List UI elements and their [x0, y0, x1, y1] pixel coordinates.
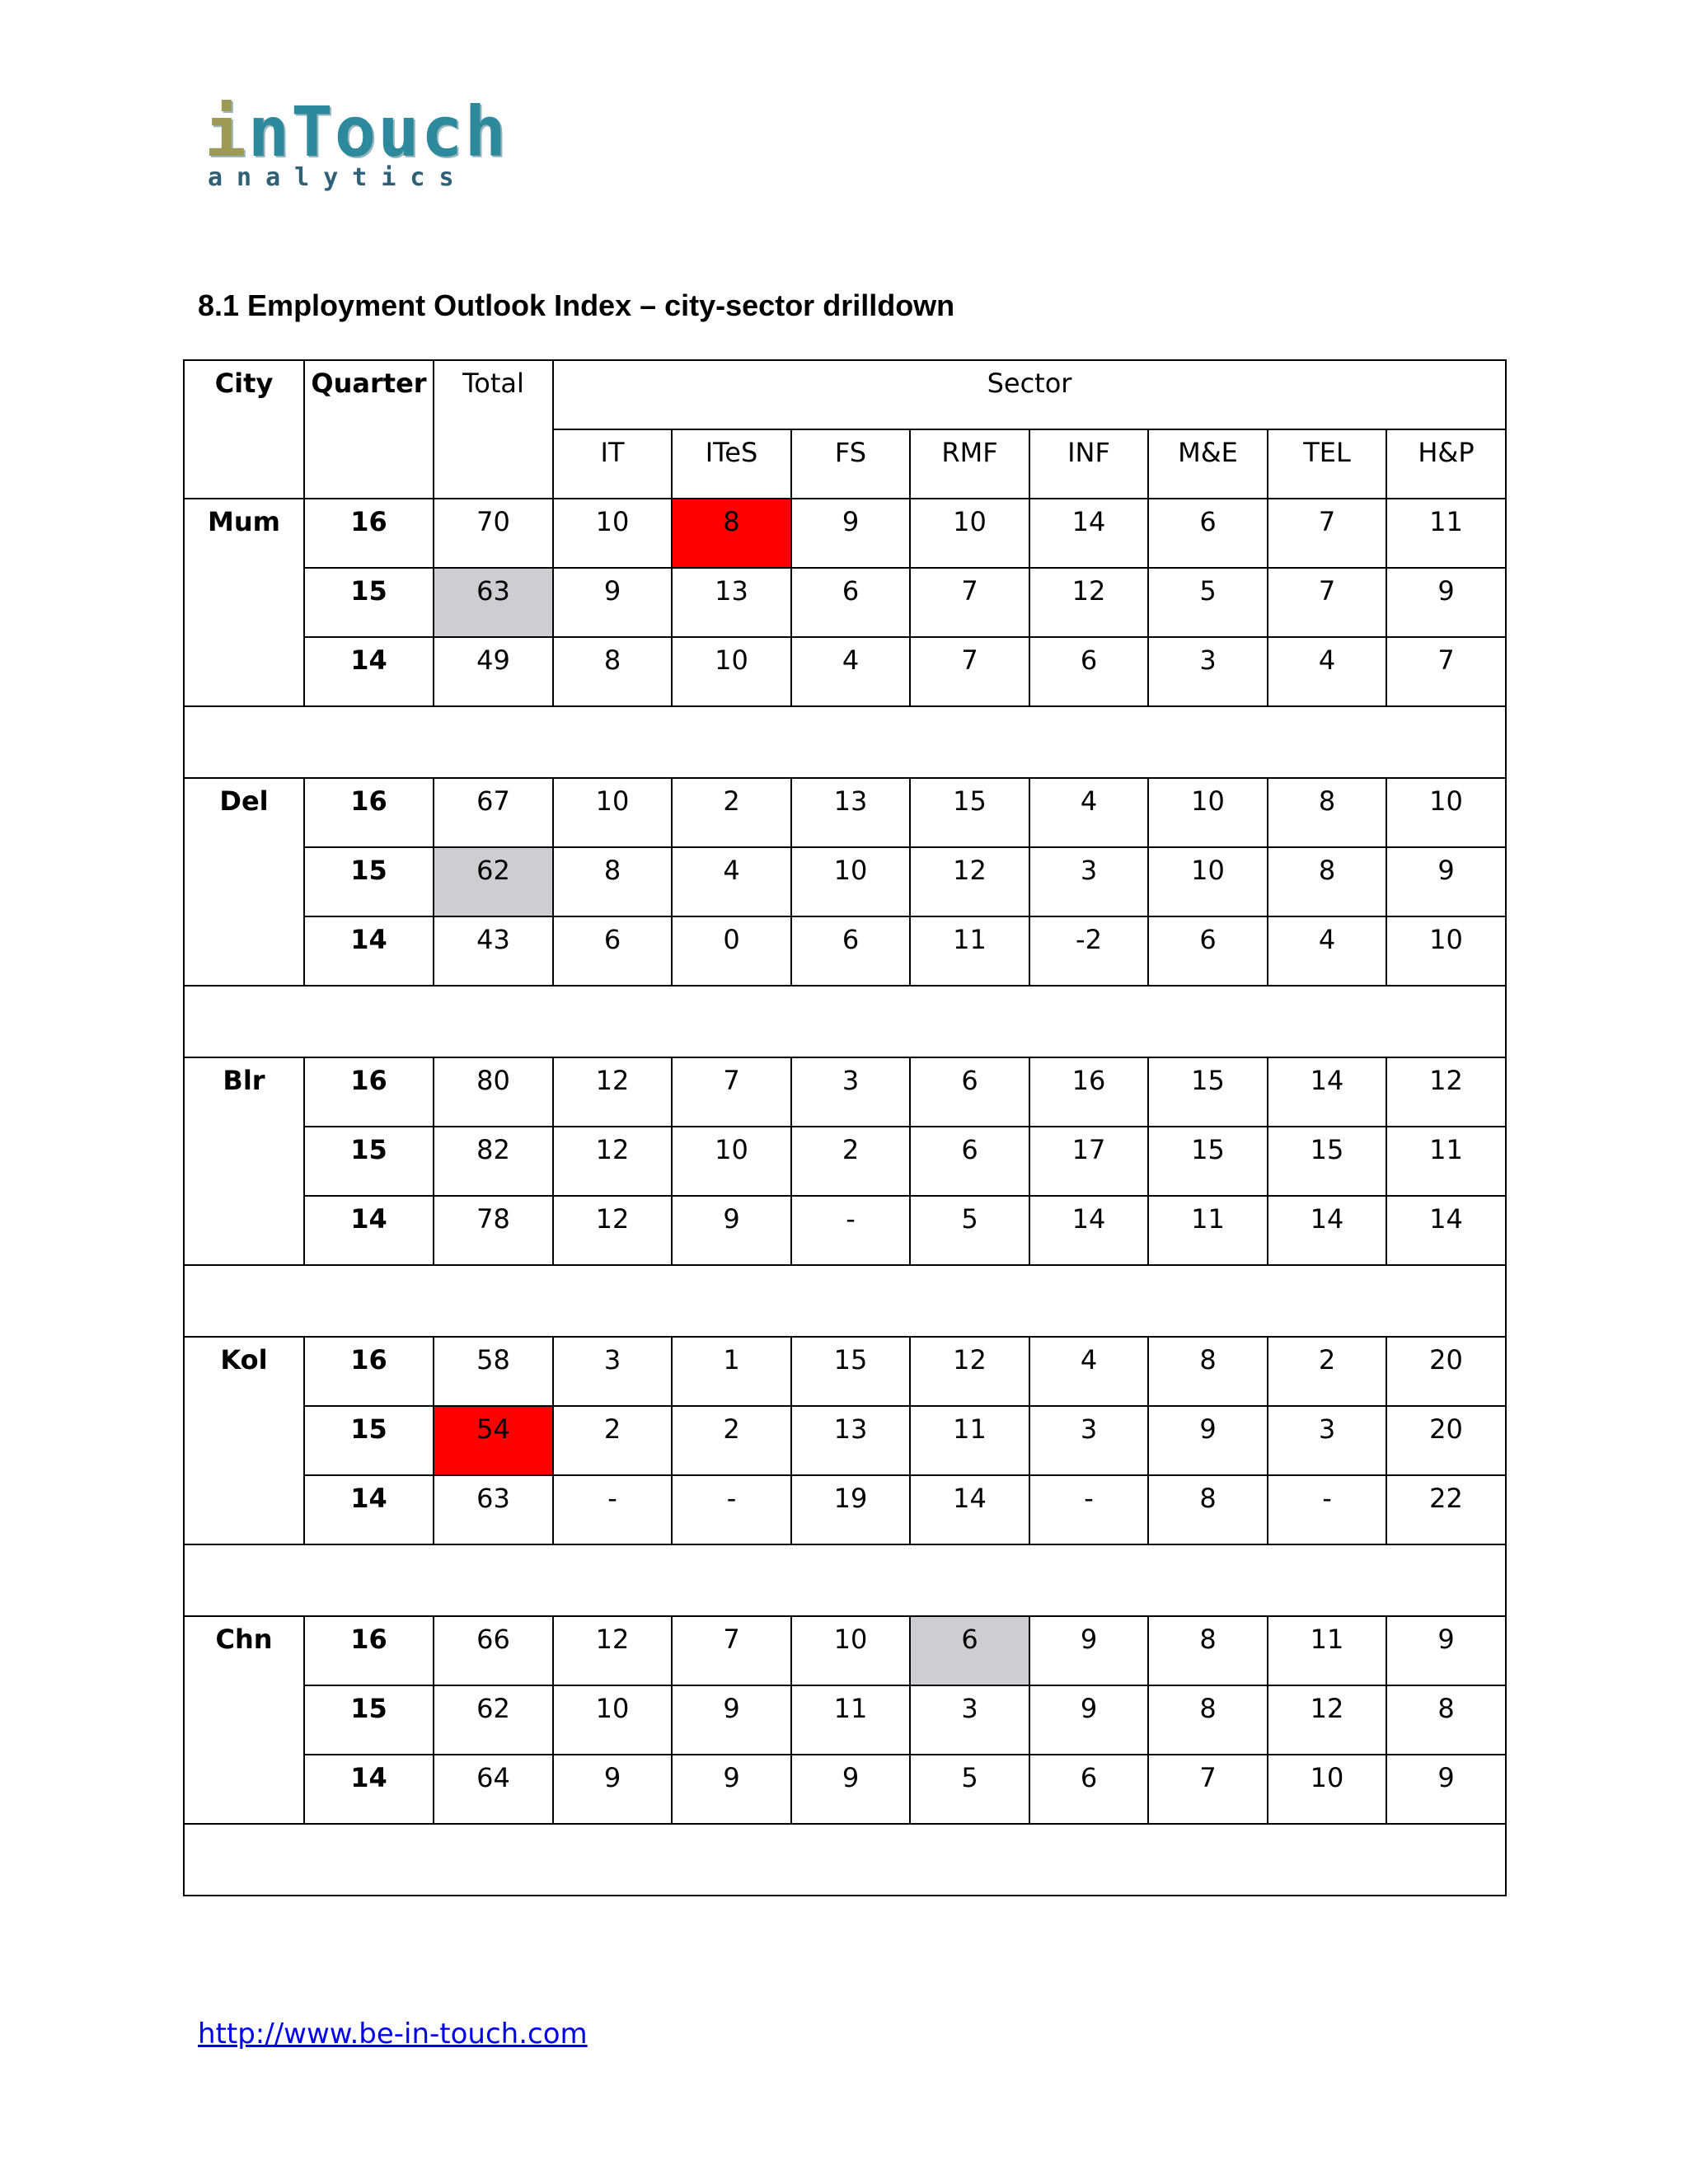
- footer-website-link[interactable]: http://www.be-in-touch.com: [198, 2018, 588, 2050]
- header-quarter: Quarter: [304, 360, 434, 499]
- sector-value-cell: 7: [1386, 637, 1506, 706]
- sector-value-cell: 10: [791, 847, 910, 916]
- sector-value-cell: 3: [1029, 847, 1148, 916]
- sector-value-cell: -: [1268, 1475, 1386, 1544]
- sector-value-cell: 9: [1386, 568, 1506, 637]
- sector-value-cell: -2: [1029, 916, 1148, 986]
- sector-value-cell: 9: [1029, 1685, 1148, 1755]
- employment-outlook-table: [183, 359, 1507, 1896]
- sector-value-cell: 6: [910, 1057, 1029, 1127]
- header-sector-inf: INF: [1029, 429, 1148, 499]
- quarter-cell: 15: [304, 568, 434, 637]
- sector-value-cell: 10: [1268, 1755, 1386, 1824]
- quarter-cell: 16: [304, 1337, 434, 1406]
- sector-value-cell: 12: [910, 847, 1029, 916]
- sector-value-cell: 10: [553, 499, 672, 568]
- sector-value-cell: 3: [553, 1337, 672, 1406]
- total-cell: 49: [434, 637, 553, 706]
- sector-value-cell: 10: [910, 499, 1029, 568]
- header-sector-ites: ITeS: [672, 429, 791, 499]
- sector-value-cell: 14: [1029, 1196, 1148, 1265]
- sector-value-cell: 14: [1386, 1196, 1506, 1265]
- quarter-cell: 16: [304, 1057, 434, 1127]
- sector-value-cell: 6: [791, 916, 910, 986]
- sector-value-cell: 3: [791, 1057, 910, 1127]
- total-cell: 67: [434, 778, 553, 847]
- header-sector-rmf: RMF: [910, 429, 1029, 499]
- sector-value-cell: 10: [1386, 916, 1506, 986]
- sector-value-cell: 15: [1148, 1127, 1268, 1196]
- intouch-analytics-logo: [204, 91, 509, 192]
- sector-value-cell: 11: [1386, 499, 1506, 568]
- total-cell: 63: [434, 568, 553, 637]
- logo-wordmark: [204, 91, 509, 172]
- page-title: 8.1 Employment Outlook Index – city-sector drilldown: [198, 288, 955, 322]
- sector-value-cell: 20: [1386, 1337, 1506, 1406]
- sector-value-cell: 9: [553, 1755, 672, 1824]
- total-cell: 66: [434, 1616, 553, 1685]
- sector-value-cell: 9: [791, 499, 910, 568]
- table-row: [184, 778, 1506, 847]
- sector-value-cell: 5: [910, 1196, 1029, 1265]
- sector-value-cell: 10: [553, 1685, 672, 1755]
- sector-value-cell: 8: [1268, 778, 1386, 847]
- sector-value-cell: 20: [1386, 1406, 1506, 1475]
- header-sector: Sector: [553, 360, 1506, 429]
- sector-value-cell: 12: [553, 1616, 672, 1685]
- spacer-cell: [184, 986, 1506, 1057]
- sector-value-cell: 16: [1029, 1057, 1148, 1127]
- spacer-cell: [184, 1265, 1506, 1337]
- sector-value-cell: 8: [1268, 847, 1386, 916]
- quarter-cell: 15: [304, 847, 434, 916]
- sector-value-cell: 12: [553, 1196, 672, 1265]
- table-row: [184, 1755, 1506, 1824]
- logo-subtitle: analytics: [208, 163, 468, 192]
- sector-value-cell: 2: [791, 1127, 910, 1196]
- table-row: [184, 1196, 1506, 1265]
- spacer-row: [184, 986, 1506, 1057]
- sector-value-cell: 4: [1268, 637, 1386, 706]
- sector-value-cell: 9: [672, 1755, 791, 1824]
- quarter-cell: 16: [304, 499, 434, 568]
- sector-value-cell: 9: [553, 568, 672, 637]
- quarter-cell: 15: [304, 1406, 434, 1475]
- sector-value-cell: 19: [791, 1475, 910, 1544]
- sector-value-cell: 22: [1386, 1475, 1506, 1544]
- sector-value-cell: 4: [1268, 916, 1386, 986]
- total-cell: 43: [434, 916, 553, 986]
- quarter-cell: 15: [304, 1127, 434, 1196]
- sector-value-cell: 9: [672, 1196, 791, 1265]
- sector-value-cell: 8: [1148, 1616, 1268, 1685]
- sector-value-cell: -: [672, 1475, 791, 1544]
- sector-value-cell: 9: [1029, 1616, 1148, 1685]
- sector-value-cell: 11: [1386, 1127, 1506, 1196]
- sector-value-cell: 6: [1029, 637, 1148, 706]
- sector-value-cell: 14: [1029, 499, 1148, 568]
- total-cell: 62: [434, 847, 553, 916]
- table-body: [184, 499, 1506, 1896]
- quarter-cell: 15: [304, 1685, 434, 1755]
- sector-value-cell: 12: [1268, 1685, 1386, 1755]
- sector-value-cell: 5: [910, 1755, 1029, 1824]
- quarter-cell: 14: [304, 1475, 434, 1544]
- sector-value-cell: 15: [1148, 1057, 1268, 1127]
- header-total: Total: [434, 360, 553, 499]
- table-row: [184, 1127, 1506, 1196]
- spacer-cell: [184, 706, 1506, 778]
- sector-value-cell: 9: [1386, 1755, 1506, 1824]
- sector-value-cell: -: [553, 1475, 672, 1544]
- table-row: [184, 1337, 1506, 1406]
- sector-value-cell: -: [791, 1196, 910, 1265]
- sector-value-cell: 6: [791, 568, 910, 637]
- sector-value-cell: 3: [910, 1685, 1029, 1755]
- sector-value-cell: 5: [1148, 568, 1268, 637]
- table-row: [184, 847, 1506, 916]
- sector-value-cell: -: [1029, 1475, 1148, 1544]
- sector-value-cell: 10: [1386, 778, 1506, 847]
- sector-value-cell: 8: [1386, 1685, 1506, 1755]
- city-cell: Del: [184, 778, 304, 986]
- sector-value-cell: 13: [791, 1406, 910, 1475]
- sector-value-cell: 7: [910, 568, 1029, 637]
- header-sector-hp: H&P: [1386, 429, 1506, 499]
- city-cell: Chn: [184, 1616, 304, 1824]
- sector-value-cell: 8: [672, 499, 791, 568]
- sector-value-cell: 2: [553, 1406, 672, 1475]
- sector-value-cell: 8: [553, 847, 672, 916]
- total-cell: 70: [434, 499, 553, 568]
- sector-value-cell: 9: [1148, 1406, 1268, 1475]
- table-row: [184, 1057, 1506, 1127]
- sector-value-cell: 8: [553, 637, 672, 706]
- spacer-row: [184, 1265, 1506, 1337]
- total-cell: 62: [434, 1685, 553, 1755]
- sector-value-cell: 12: [1386, 1057, 1506, 1127]
- sector-value-cell: 4: [1029, 1337, 1148, 1406]
- table-header: [184, 360, 1506, 499]
- total-cell: 82: [434, 1127, 553, 1196]
- sector-value-cell: 7: [672, 1057, 791, 1127]
- sector-value-cell: 14: [1268, 1196, 1386, 1265]
- sector-value-cell: 15: [1268, 1127, 1386, 1196]
- sector-value-cell: 10: [672, 637, 791, 706]
- sector-value-cell: 15: [910, 778, 1029, 847]
- total-cell: 54: [434, 1406, 553, 1475]
- spacer-row: [184, 1544, 1506, 1616]
- table-row: [184, 499, 1506, 568]
- table-row: [184, 637, 1506, 706]
- sector-value-cell: 10: [672, 1127, 791, 1196]
- header-sector-me: M&E: [1148, 429, 1268, 499]
- city-cell: Kol: [184, 1337, 304, 1544]
- sector-value-cell: 11: [1148, 1196, 1268, 1265]
- sector-value-cell: 11: [910, 1406, 1029, 1475]
- table-row: [184, 916, 1506, 986]
- sector-value-cell: 10: [1148, 847, 1268, 916]
- sector-value-cell: 2: [672, 1406, 791, 1475]
- sector-value-cell: 8: [1148, 1337, 1268, 1406]
- city-cell: Mum: [184, 499, 304, 706]
- sector-value-cell: 10: [553, 778, 672, 847]
- quarter-cell: 14: [304, 1755, 434, 1824]
- sector-value-cell: 7: [1148, 1755, 1268, 1824]
- table-row: [184, 1475, 1506, 1544]
- sector-value-cell: 12: [1029, 568, 1148, 637]
- quarter-cell: 14: [304, 916, 434, 986]
- total-cell: 63: [434, 1475, 553, 1544]
- sector-value-cell: 0: [672, 916, 791, 986]
- sector-value-cell: 7: [1268, 568, 1386, 637]
- sector-value-cell: 9: [791, 1755, 910, 1824]
- table-row: [184, 1406, 1506, 1475]
- sector-value-cell: 3: [1148, 637, 1268, 706]
- sector-value-cell: 14: [1268, 1057, 1386, 1127]
- quarter-cell: 16: [304, 1616, 434, 1685]
- sector-value-cell: 13: [791, 778, 910, 847]
- sector-value-cell: 7: [672, 1616, 791, 1685]
- sector-value-cell: 12: [553, 1127, 672, 1196]
- spacer-cell: [184, 1544, 1506, 1616]
- quarter-cell: 16: [304, 778, 434, 847]
- total-cell: 64: [434, 1755, 553, 1824]
- sector-value-cell: 3: [1268, 1406, 1386, 1475]
- sector-value-cell: 7: [1268, 499, 1386, 568]
- table-row: [184, 568, 1506, 637]
- sector-value-cell: 12: [553, 1057, 672, 1127]
- logo-rest: nTouch: [247, 91, 509, 172]
- spacer-row: [184, 706, 1506, 778]
- sector-value-cell: 14: [910, 1475, 1029, 1544]
- spacer-cell: [184, 1824, 1506, 1896]
- sector-value-cell: 6: [553, 916, 672, 986]
- total-cell: 80: [434, 1057, 553, 1127]
- sector-value-cell: 6: [1148, 916, 1268, 986]
- sector-value-cell: 17: [1029, 1127, 1148, 1196]
- sector-value-cell: 4: [672, 847, 791, 916]
- sector-value-cell: 6: [1029, 1755, 1148, 1824]
- sector-value-cell: 4: [1029, 778, 1148, 847]
- table-row: [184, 1685, 1506, 1755]
- spacer-row: [184, 1824, 1506, 1896]
- total-cell: 78: [434, 1196, 553, 1265]
- total-cell: 58: [434, 1337, 553, 1406]
- table-row: [184, 1616, 1506, 1685]
- sector-value-cell: 8: [1148, 1475, 1268, 1544]
- sector-value-cell: 9: [1386, 1616, 1506, 1685]
- header-sector-it: IT: [553, 429, 672, 499]
- quarter-cell: 14: [304, 637, 434, 706]
- sector-value-cell: 4: [791, 637, 910, 706]
- sector-value-cell: 2: [672, 778, 791, 847]
- sector-value-cell: 3: [1029, 1406, 1148, 1475]
- quarter-cell: 14: [304, 1196, 434, 1265]
- sector-value-cell: 10: [1148, 778, 1268, 847]
- logo-first-letter: i: [204, 91, 248, 172]
- sector-value-cell: 11: [910, 916, 1029, 986]
- sector-value-cell: 9: [672, 1685, 791, 1755]
- sector-value-cell: 11: [791, 1685, 910, 1755]
- header-sector-fs: FS: [791, 429, 910, 499]
- sector-value-cell: 6: [910, 1127, 1029, 1196]
- sector-value-cell: 11: [1268, 1616, 1386, 1685]
- sector-value-cell: 10: [791, 1616, 910, 1685]
- sector-value-cell: 12: [910, 1337, 1029, 1406]
- sector-value-cell: 9: [1386, 847, 1506, 916]
- sector-value-cell: 6: [1148, 499, 1268, 568]
- sector-value-cell: 15: [791, 1337, 910, 1406]
- city-cell: Blr: [184, 1057, 304, 1265]
- sector-value-cell: 1: [672, 1337, 791, 1406]
- sector-value-cell: 6: [910, 1616, 1029, 1685]
- header-row-1: [184, 360, 1506, 429]
- header-city: City: [184, 360, 304, 499]
- sector-value-cell: 7: [910, 637, 1029, 706]
- sector-value-cell: 2: [1268, 1337, 1386, 1406]
- sector-value-cell: 13: [672, 568, 791, 637]
- header-sector-tel: TEL: [1268, 429, 1386, 499]
- sector-value-cell: 8: [1148, 1685, 1268, 1755]
